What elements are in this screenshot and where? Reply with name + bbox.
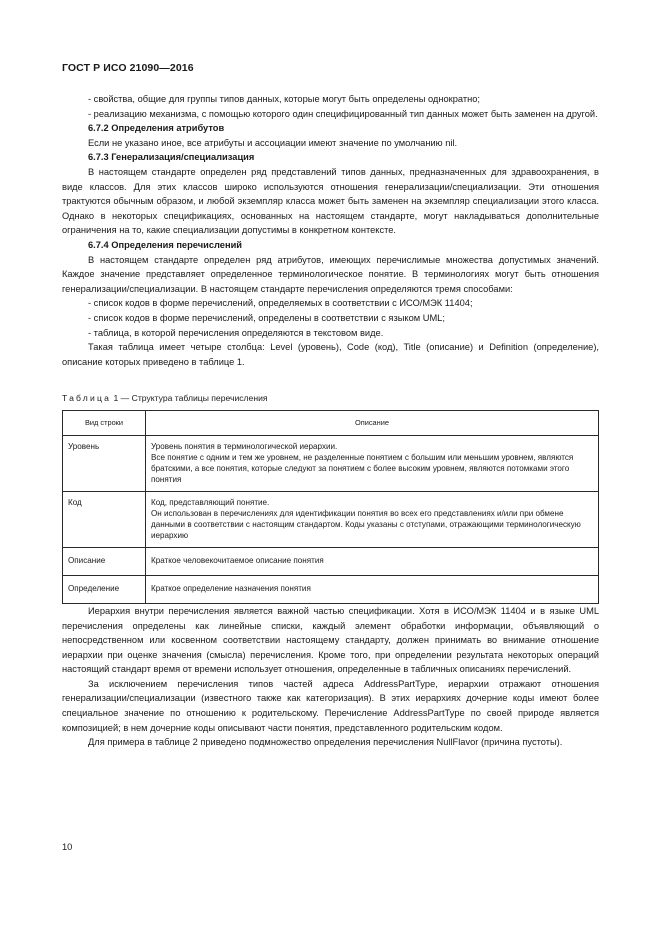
table-cell-line: Краткое человекочитаемое описание понятия <box>151 555 324 565</box>
document-header: ГОСТ Р ИСО 21090—2016 <box>62 62 194 74</box>
table-cell-description <box>146 491 599 547</box>
table-cell-description <box>146 435 599 491</box>
after-paragraph-3: Для примера в таблице 2 приведено подмножество определения перечисления NullFlavor (причина пустоты). <box>88 737 563 748</box>
section-6-7-4-bullet-1: - список кодов в форме перечислений, определяемых в соответствии с ИСО/МЭК 11404; <box>88 298 473 309</box>
table-row <box>63 435 599 491</box>
section-6-7-4-heading: 6.7.4 Определения перечислений <box>88 239 243 250</box>
table-header-description: Описание <box>146 410 599 435</box>
table-cell-description <box>146 575 599 603</box>
table-header-row <box>63 410 599 435</box>
table-row <box>63 491 599 547</box>
table-caption-word: Таблица <box>62 393 112 404</box>
table-cell-line: Краткое определение назначения понятия <box>151 583 311 593</box>
section-6-7-4-text-2: Такая таблица имеет четыре столбца: Level (уровень), Code (код), Title (описание) и Definition (определение), описание которых приведено в таблице 1. <box>62 342 599 367</box>
table-caption-rest: 1 — Структура таблицы перечисления <box>111 393 268 404</box>
table-cell-kind: Описание <box>63 547 146 575</box>
after-paragraph-2: За исключением перечисления типов частей адреса AddressPartType, иерархии отражают отношения генерализации/специализации (известного также как категоризация). В этих иерархиях дочерние коды имеют более специальное значение по отношению к родительскому. Перечисление AddressPartType по своей природе является композицией; в нем дочерние коды описывают части понятия, представленного родительским кодом. <box>62 678 599 733</box>
table-row <box>63 547 599 575</box>
table-cell-kind: Код <box>63 491 146 547</box>
after-paragraph-1: Иерархия внутри перечисления является важной частью спецификации. Хотя в ИСО/МЭК 11404 и в языке UML перечисления определены как линейные списки, каждый элемент обработки информации, объявляющий о непосредственном или косвенном соответствии настоящему стандарту, должен принимать во внимание отношение иерархии при оценке значения (смысла) перечисления. Кроме того, при определении результата некоторых операций настоящий стандарт время от времени использует отношения, определенные в табличных описаниях перечислений. <box>62 605 599 675</box>
document-body <box>62 92 599 750</box>
section-6-7-3-text: В настоящем стандарте определен ряд представлений типов данных, предназначенных для здравоохранения, в виде классов. Для этих классов широко используются отношения генерализации/специализации. Эти отношения трактуются обычным образом, и любой экземпляр класса может быть заменен на экземпляр специализации этого класса. Однако в некоторых спецификациях, основанных на настоящем стандарте, могут накладываться дополнительные ограничения на то, какие специализации допустимы в конкретном контексте. <box>62 166 599 236</box>
intro-bullet-2: - реализацию механизма, с помощью которого один специфицированный тип данных может быть заменен на другой. <box>88 108 598 119</box>
section-6-7-4-bullet-3: - таблица, в которой перечисления определяются в текстовом виде. <box>88 327 384 338</box>
table-cell-line: Уровень понятия в терминологической иерархии. <box>151 441 338 451</box>
table-row <box>63 575 599 603</box>
table-caption <box>62 391 599 406</box>
table-cell-line: Код, представляющий понятие. <box>151 497 270 507</box>
table-header-kind: Вид строки <box>63 410 146 435</box>
table-cell-description <box>146 547 599 575</box>
table-cell-kind: Определение <box>63 575 146 603</box>
page-number: 10 <box>62 842 73 852</box>
table-cell-line: Все понятие с одним и тем же уровнем, не разделенные понятием с большим или меньшим уровнем, являются братскими, а все понятия, которые следуют за понятием с более высоким уровнем, являются потомками этого понятия <box>151 453 574 485</box>
intro-bullet-1: - свойства, общие для группы типов данных, которые могут быть определены однократно; <box>88 94 481 104</box>
section-6-7-4-text: В настоящем стандарте определен ряд атрибутов, имеющих перечислимые множества допустимых значений. Каждое значение представляет определенное терминологическое понятие. В терминологиях могут быть отношения генерализации/специализации. В настоящем стандарте перечисления определяются тремя способами: <box>62 254 599 294</box>
section-6-7-3-heading: 6.7.3 Генерализация/специализация <box>88 152 255 163</box>
section-6-7-4-bullet-2: - список кодов в форме перечислений, определены в соответствии с языком UML; <box>88 312 445 323</box>
table-cell-line: Он использован в перечислениях для идентификации понятия во всех его представлениях и/или при обмене данными в соответствии с настоящим стандартом. Коды указаны с отступами, отражающими терминологическую иерархию <box>151 508 581 541</box>
table-cell-kind: Уровень <box>63 435 146 491</box>
section-6-7-2-heading: 6.7.2 Определения атрибутов <box>88 123 225 134</box>
enumeration-structure-table <box>62 410 599 604</box>
section-6-7-2-text: Если не указано иное, все атрибуты и ассоциации имеют значение по умолчанию nil. <box>88 137 458 148</box>
